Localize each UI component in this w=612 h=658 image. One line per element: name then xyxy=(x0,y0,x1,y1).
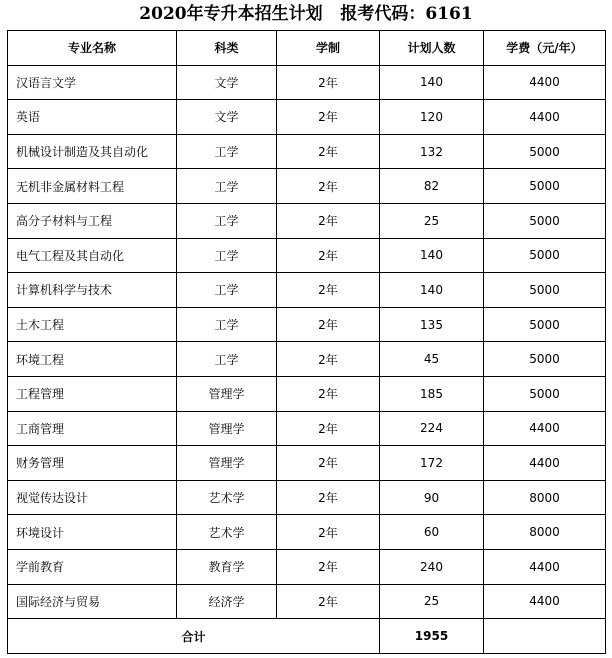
table-row xyxy=(8,342,606,377)
category-cell: 工学 xyxy=(177,203,277,238)
plan-count-cell: 25 xyxy=(380,203,484,238)
page-title: 2020年专升本招生计划 报考代码：6161 xyxy=(139,4,473,24)
major-cell: 工商管理 xyxy=(8,411,177,446)
duration-cell: 2年 xyxy=(277,376,380,411)
tuition-cell: 8000 xyxy=(484,480,606,515)
header-major: 专业名称 xyxy=(8,31,177,66)
category-cell: 工学 xyxy=(177,307,277,342)
duration-cell: 2年 xyxy=(277,100,380,135)
category-cell: 文学 xyxy=(177,100,277,135)
plan-count-cell: 172 xyxy=(380,446,484,481)
tuition-cell: 4400 xyxy=(484,411,606,446)
duration-cell: 2年 xyxy=(277,342,380,377)
major-cell: 计算机科学与技术 xyxy=(8,273,177,308)
major-cell: 电气工程及其自动化 xyxy=(8,238,177,273)
table-row xyxy=(8,203,606,238)
total-row xyxy=(8,619,606,654)
total-empty-cell xyxy=(484,619,606,654)
category-cell: 文学 xyxy=(177,65,277,100)
category-cell: 工学 xyxy=(177,342,277,377)
plan-count-cell: 240 xyxy=(380,549,484,584)
tuition-cell: 5000 xyxy=(484,273,606,308)
plan-count-cell: 120 xyxy=(380,100,484,135)
category-cell: 管理学 xyxy=(177,446,277,481)
category-cell: 工学 xyxy=(177,273,277,308)
duration-cell: 2年 xyxy=(277,515,380,550)
header-duration: 学制 xyxy=(277,31,380,66)
tuition-cell: 5000 xyxy=(484,238,606,273)
duration-cell: 2年 xyxy=(277,203,380,238)
duration-cell: 2年 xyxy=(277,65,380,100)
major-cell: 视觉传达设计 xyxy=(8,480,177,515)
table-row xyxy=(8,584,606,619)
duration-cell: 2年 xyxy=(277,446,380,481)
table-row xyxy=(8,446,606,481)
duration-cell: 2年 xyxy=(277,169,380,204)
table-row xyxy=(8,134,606,169)
plan-count-cell: 90 xyxy=(380,480,484,515)
plan-count-cell: 140 xyxy=(380,238,484,273)
table-header-row xyxy=(8,31,606,66)
plan-count-cell: 132 xyxy=(380,134,484,169)
major-cell: 环境工程 xyxy=(8,342,177,377)
duration-cell: 2年 xyxy=(277,480,380,515)
table-row xyxy=(8,65,606,100)
tuition-cell: 5000 xyxy=(484,169,606,204)
category-cell: 艺术学 xyxy=(177,480,277,515)
plan-count-cell: 45 xyxy=(380,342,484,377)
table-row xyxy=(8,273,606,308)
header-category: 科类 xyxy=(177,31,277,66)
plan-count-cell: 60 xyxy=(380,515,484,550)
tuition-cell: 5000 xyxy=(484,376,606,411)
plan-count-cell: 25 xyxy=(380,584,484,619)
enrollment-plan-table xyxy=(7,30,606,654)
tuition-cell: 5000 xyxy=(484,307,606,342)
total-count: 1955 xyxy=(380,619,484,654)
table-row xyxy=(8,411,606,446)
table-row xyxy=(8,100,606,135)
tuition-cell: 4400 xyxy=(484,446,606,481)
plan-count-cell: 140 xyxy=(380,65,484,100)
major-cell: 无机非金属材料工程 xyxy=(8,169,177,204)
tuition-cell: 4400 xyxy=(484,65,606,100)
major-cell: 英语 xyxy=(8,100,177,135)
tuition-cell: 5000 xyxy=(484,203,606,238)
category-cell: 工学 xyxy=(177,169,277,204)
duration-cell: 2年 xyxy=(277,238,380,273)
table-row xyxy=(8,549,606,584)
header-tuition: 学费（元/年） xyxy=(484,31,606,66)
major-cell: 财务管理 xyxy=(8,446,177,481)
major-cell: 工程管理 xyxy=(8,376,177,411)
tuition-cell: 4400 xyxy=(484,100,606,135)
category-cell: 教育学 xyxy=(177,549,277,584)
table-body xyxy=(8,65,606,619)
tuition-cell: 4400 xyxy=(484,549,606,584)
category-cell: 经济学 xyxy=(177,584,277,619)
table-row xyxy=(8,480,606,515)
major-cell: 国际经济与贸易 xyxy=(8,584,177,619)
tuition-cell: 5000 xyxy=(484,134,606,169)
category-cell: 工学 xyxy=(177,134,277,169)
plan-count-cell: 140 xyxy=(380,273,484,308)
major-cell: 汉语言文学 xyxy=(8,65,177,100)
plan-count-cell: 224 xyxy=(380,411,484,446)
major-cell: 机械设计制造及其自动化 xyxy=(8,134,177,169)
table-row xyxy=(8,376,606,411)
plan-count-cell: 185 xyxy=(380,376,484,411)
duration-cell: 2年 xyxy=(277,584,380,619)
table-row xyxy=(8,307,606,342)
major-cell: 环境设计 xyxy=(8,515,177,550)
tuition-cell: 8000 xyxy=(484,515,606,550)
category-cell: 管理学 xyxy=(177,411,277,446)
duration-cell: 2年 xyxy=(277,411,380,446)
table-row xyxy=(8,515,606,550)
total-label: 合计 xyxy=(8,619,380,654)
table-row xyxy=(8,169,606,204)
plan-count-cell: 82 xyxy=(380,169,484,204)
tuition-cell: 5000 xyxy=(484,342,606,377)
plan-count-cell: 135 xyxy=(380,307,484,342)
tuition-cell: 4400 xyxy=(484,584,606,619)
major-cell: 高分子材料与工程 xyxy=(8,203,177,238)
category-cell: 管理学 xyxy=(177,376,277,411)
duration-cell: 2年 xyxy=(277,549,380,584)
table-row xyxy=(8,238,606,273)
major-cell: 土木工程 xyxy=(8,307,177,342)
duration-cell: 2年 xyxy=(277,134,380,169)
duration-cell: 2年 xyxy=(277,273,380,308)
header-plan-count: 计划人数 xyxy=(380,31,484,66)
major-cell: 学前教育 xyxy=(8,549,177,584)
category-cell: 艺术学 xyxy=(177,515,277,550)
duration-cell: 2年 xyxy=(277,307,380,342)
category-cell: 工学 xyxy=(177,238,277,273)
